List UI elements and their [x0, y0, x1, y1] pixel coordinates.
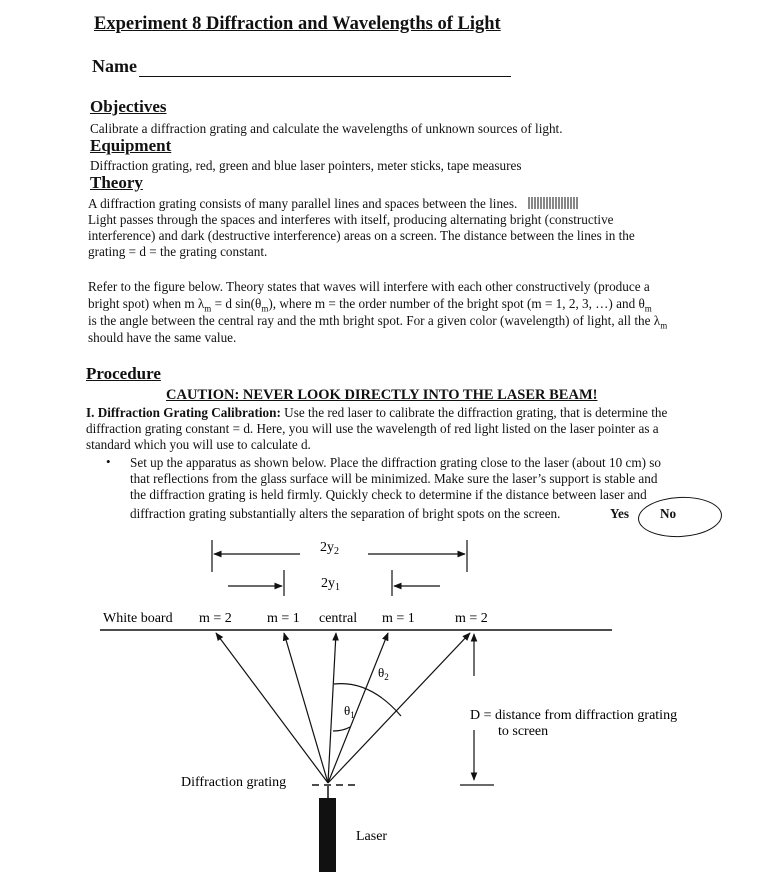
theory-para2-line-1: Refer to the figure below. Theory states that waves will interfere with each other constructively (produce a: [88, 279, 650, 294]
label-2y2: $2y_2$: [320, 540, 339, 557]
label-diffraction-grating: Diffraction grating: [181, 775, 287, 790]
bullet-line-4-text: diffraction grating substantially alters the separation of bright spots on the screen.: [130, 506, 561, 521]
bullet-line-3: the diffraction grating is held firmly. Quickly check to determine if the distance between laser and: [130, 487, 647, 502]
theory-para2-line-4: should have the same value.: [88, 330, 237, 345]
ray-m1-right: [328, 633, 388, 783]
bullet-line-2: that reflections from the glass surface will be minimized. Make sure the laser’s support is stable and: [130, 471, 658, 486]
bullet-icon: •: [106, 454, 111, 469]
theory-line-4: grating = d = the grating constant.: [88, 244, 268, 259]
lambda-sub: m: [660, 320, 668, 331]
theory-line-2: Light passes through the spaces and interferes with itself, producing alternating bright (constructive: [88, 212, 614, 227]
bullet-line-4: [130, 506, 560, 522]
theory-line-1-text: A diffraction grating consists of many parallel lines and spaces between the lines.: [88, 196, 518, 211]
label-2y1: $2y_1$: [321, 576, 340, 593]
no-option[interactable]: No: [660, 506, 677, 521]
formula-sub-2: m: [261, 303, 269, 314]
formula-part-2: = d sin(θ: [211, 296, 262, 311]
label-theta2: $\theta_2$: [378, 665, 389, 682]
grating-lines-icon: [527, 197, 591, 209]
label-m2-left: m = 2: [199, 611, 232, 626]
formula-part-1: bright spot) when m λ: [88, 296, 205, 311]
laser-body: [319, 798, 336, 872]
objectives-text: Calibrate a diffraction grating and calculate the wavelengths of unknown sources of light.: [90, 121, 563, 136]
section-1-line-2: diffraction grating constant = d. Here, you will use the wavelength of red light listed on the laser pointer as a: [86, 421, 659, 436]
page-title: Experiment 8 Diffraction and Wavelengths of Light: [94, 14, 501, 34]
theory-line-3: interference) and dark (destructive interference) areas on a screen. The distance between the lines in the: [88, 228, 635, 243]
label-m2-right: m = 2: [455, 611, 488, 626]
bullet-line-1: Set up the apparatus as shown below. Place the diffraction grating close to the laser (about 10 cm) so: [130, 455, 662, 470]
formula-sub-3: m: [644, 303, 652, 314]
ray-m1-left: [284, 633, 328, 783]
theory-para2-line-3-text: is the angle between the central ray and the mth bright spot. For a given color (wavelength) of light, all the λ: [88, 313, 661, 328]
label-m1-left: m = 1: [267, 611, 300, 626]
equipment-heading: Equipment: [90, 136, 172, 155]
caution-warning: CAUTION: NEVER LOOK DIRECTLY INTO THE LASER BEAM!: [166, 387, 598, 403]
section-1-line-1-text: Use the red laser to calibrate the diffraction grating, that is determine the: [280, 405, 668, 420]
ray-m2-left: [216, 633, 328, 783]
equipment-text: Diffraction grating, red, green and blue laser pointers, meter sticks, tape measures: [90, 158, 522, 173]
label-m1-right: m = 1: [382, 611, 415, 626]
ray-central: [328, 633, 336, 783]
objectives-heading: Objectives: [90, 97, 167, 116]
label-theta1: $\theta_1$: [344, 703, 355, 720]
diffraction-diagram: [0, 530, 761, 877]
label-white-board: White board: [103, 611, 173, 626]
theory-heading: Theory: [90, 173, 143, 192]
name-label: Name: [92, 56, 137, 76]
yes-option[interactable]: Yes: [610, 506, 630, 521]
name-blank-line[interactable]: [139, 76, 511, 77]
procedure-heading: Procedure: [86, 364, 161, 383]
label-d-distance: D = distance from diffraction grating: [470, 708, 678, 723]
label-d-to-screen: to screen: [498, 724, 549, 739]
theta1-arc: [333, 727, 350, 731]
label-central: central: [319, 611, 358, 626]
section-1-line-1: [86, 405, 667, 421]
section-1-label: I. Diffraction Grating Calibration:: [86, 405, 281, 420]
formula-sub-1: m: [204, 303, 212, 314]
section-1-line-3: standard which you will use to calculate d.: [86, 437, 311, 452]
theory-line-1: [88, 196, 591, 212]
formula-part-3: ), where m = the order number of the bright spot (m = 1, 2, 3, …) and θ: [268, 296, 645, 311]
label-laser: Laser: [356, 829, 388, 844]
